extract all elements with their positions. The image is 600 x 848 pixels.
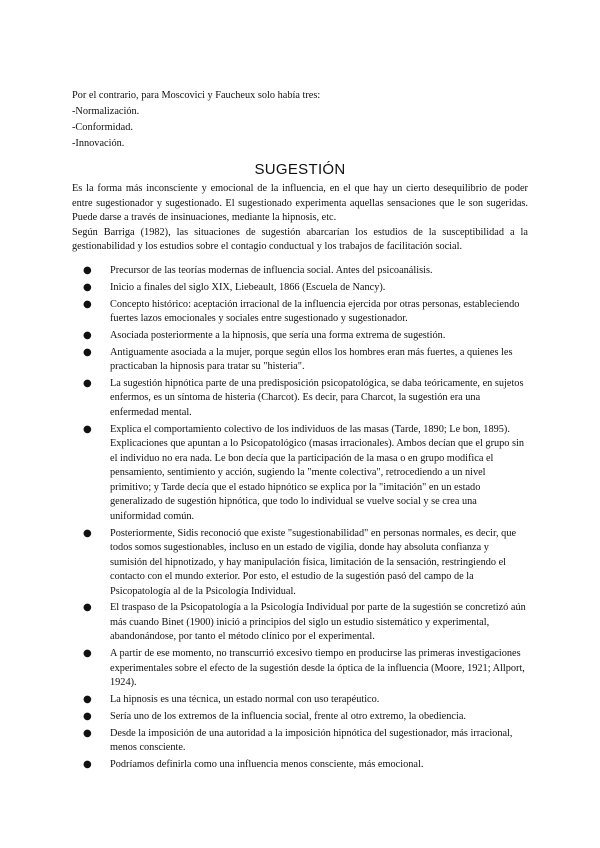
list-item: ● El traspaso de la Psicopatología a la Psicología Individual por parte de la sugestión se concretizó aún más cuando Binet (1900) inició a principios del siglo un estudio sistemático y experimental, abandonándose, por tanto el método clínico por el experimental. xyxy=(83,602,526,643)
list-item: ● Desde la imposición de una autoridad a la imposición hipnótica del sugestionador, más irracional, menos consciente. xyxy=(83,727,513,754)
list-item: ● Podríamos definirla como una influencia menos consciente, más emocional. xyxy=(110,758,528,773)
list-item: ● Inicio a finales del siglo XIX, Liebeault, 1866 (Escuela de Nancy). xyxy=(110,281,528,296)
bullet-icon: ● xyxy=(83,758,92,770)
list-item: ● Explica el comportamiento colectivo de los individuos de las masas (Tarde, 1890; Le bon, 1895). Explicaciones que apuntan a lo Psicopatológico (masas irracionales). Ambos decían que el grupo sin el individuo no era nada. Le bon decía que la participación de la masa o en grupo modifica el pensamiento, sentimiento y acción, sugiendo la "mente colectiva", retrocediendo a un nivel primitivo; y Tarde decía que el estado hipnótico se explica por la "imitación" en un estado generalizado de sugestión hipnótica, que todo lo individual se vuelve social y se crea una uniformidad común. xyxy=(83,423,525,522)
bullet-icon: ● xyxy=(83,710,92,722)
bullet-icon: ● xyxy=(83,727,92,739)
intro-block xyxy=(72,88,528,152)
bullet-icon: ● xyxy=(83,693,92,705)
list-item: ● Antiguamente asociada a la mujer, porque según ellos los hombres eran más fuertes, a quienes les practicaban la hipnosis para tratar su "histeria". xyxy=(83,346,513,373)
bullet-icon: ● xyxy=(83,298,92,310)
bullet-icon: ● xyxy=(83,602,92,614)
intro-item: -Conformidad. xyxy=(72,122,133,133)
intro-lead: Por el contrario, para Moscovici y Faucheux solo había tres: xyxy=(72,90,321,101)
list-item: ● Precursor de las teorías modernas de influencia social. Antes del psicoanálisis. xyxy=(110,264,528,279)
bullet-list xyxy=(72,264,528,772)
list-item: ● La hipnosis es una técnica, un estado normal con uso terapéutico. xyxy=(110,693,528,708)
bullet-icon: ● xyxy=(83,423,92,435)
list-item: ● Posteriormente, Sidis reconoció que existe "sugestionabilidad" en personas normales, es decir, que todos somos sugestionables, incluso en un estado de vigilia, donde hay absoluta confianza y sumisión del hipnotizado, y hay manipulación física, limitación de la sensación, restringiendo el contacto con el mundo exterior. Por esto, el estudio de la sugestión pasó del campo de la Psicopatología al de la Psicología Individual. xyxy=(83,527,517,597)
bullet-icon: ● xyxy=(83,346,92,358)
bullet-icon: ● xyxy=(83,264,92,276)
definition-paragraph: Es la forma más inconsciente y emocional de la influencia, en el que hay un cierto desequilibrio de poder entre sugestionador y sugestionado. El sugestionado experimenta aquellas sensaciones que le son sugeridas. Puede darse a través de insinuaciones, mediante la hipnosis, etc. xyxy=(72,183,528,224)
intro-item: -Normalización. xyxy=(72,106,140,117)
bullet-icon: ● xyxy=(83,281,92,293)
bullet-icon: ● xyxy=(83,329,92,341)
bullet-icon: ● xyxy=(83,527,92,539)
bullet-icon: ● xyxy=(83,377,92,389)
section-title: SUGESTIÓN xyxy=(254,161,346,178)
list-item: ● Concepto histórico: aceptación irracional de la influencia ejercida por otras personas, estableciendo fuertes lazos emocionales y sociales entre sugestionado y sugestionador. xyxy=(83,298,520,325)
barriga-paragraph: Según Barriga (1982), las situaciones de sugestión abarcarían los estudios de la susceptibilidad a la gestionabilidad y los estudios sobre el contagio conductual y los trabajos de facilitación social. xyxy=(72,226,528,253)
list-item: ● La sugestión hipnótica parte de una predisposición psicopatológica, se daba teóricamente, en sujetos enfermos, es un síntoma de histeria (Charcot). Es decir, para Charcot, la sugestión era una enfermedad mental. xyxy=(83,377,524,418)
list-item: ● A partir de ese momento, no transcurrió excesivo tiempo en producirse las primeras investigaciones experimentales sobre el efecto de la sugestión desde la óptica de la influencia (Moore, 1921; Allport, 1924). xyxy=(83,648,525,689)
bullet-icon: ● xyxy=(83,648,92,660)
list-item: ● Sería uno de los extremos de la influencia social, frente al otro extremo, la obediencia. xyxy=(110,710,528,725)
intro-item: -Innovación. xyxy=(72,138,125,149)
page-content xyxy=(72,88,528,775)
list-item: ● Asociada posteriormente a la hipnosis, que sería una forma extrema de sugestión. xyxy=(110,329,528,344)
